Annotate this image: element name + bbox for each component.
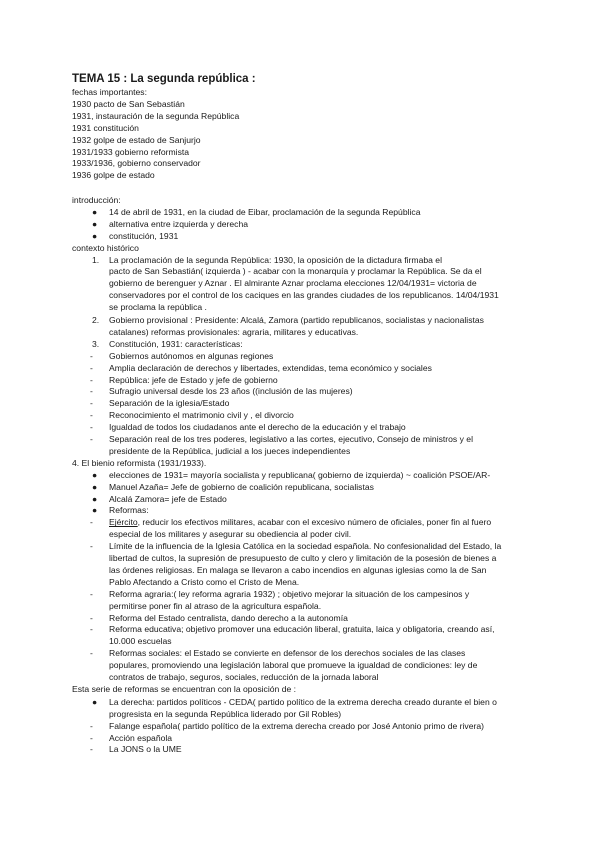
reform-line: 10.000 escuelas	[109, 636, 172, 647]
date-item: 1932 golpe de estado de Sanjurjo	[72, 134, 201, 145]
page-title: TEMA 15 : La segunda república :	[72, 73, 256, 85]
reform-line	[109, 517, 491, 528]
dash-marker: -	[90, 422, 93, 433]
reform-line: libertad de cultos, la supresión de presupuesto de culto y clero y limitación de la posesión de bienes a	[109, 553, 497, 563]
list-marker: -	[90, 744, 93, 755]
paragraph-line: catalanes) reformas provisionales: agraria, militares y educativas.	[109, 326, 359, 337]
list-item: constitución, 1931	[109, 230, 179, 241]
reform-line: las órdenes religiosas. En malaga se llevaron a cabo incendios en algunas iglesias como la de San	[109, 564, 487, 575]
list-item: Acción española	[109, 732, 173, 743]
list-number: 2.	[92, 315, 100, 325]
reform-line: Reforma del Estado centralista, dando derecho a la autonomía	[109, 612, 348, 623]
reform-line: Pablo Afectando a Cristo como el Cristo de Mena.	[109, 576, 300, 587]
list-item: Gobiernos autónomos en algunas regiones	[109, 350, 274, 361]
paragraph-line: pacto de San Sebastián( izquierda ) - acabar con la monarquía y proclamar la República. Se da el	[109, 266, 482, 277]
list-marker: ●	[92, 696, 98, 707]
date-item: 1931/1933 gobierno reformista	[72, 146, 190, 157]
reform-line: Reformas sociales: el Estado se convierte en defensor de los derechos sociales de las clases	[109, 648, 466, 659]
list-item: Manuel Azaña= Jefe de gobierno de coalición republicana, socialistas	[109, 481, 374, 492]
paragraph-line: Gobierno provisional : Presidente: Alcalá, Zamora (partido republicanos, socialistas y nacionalistas	[109, 315, 484, 325]
list-number: 1.	[92, 254, 100, 265]
bullet-marker: ●	[92, 206, 98, 217]
underlined-term: Ejército	[109, 517, 138, 528]
dash-marker: -	[90, 410, 93, 421]
list-item: 14 de abril de 1931, en la ciudad de Eibar, proclamación de la segunda República	[109, 206, 421, 217]
dash-marker: -	[90, 434, 93, 444]
list-marker: -	[90, 720, 93, 731]
bullet-marker: ●	[92, 481, 98, 492]
list-item: Amplia declaración de derechos y libertades, extendidas, tema económico y sociales	[109, 362, 432, 373]
list-item: Reconocimiento el matrimonio civil y , el divorcio	[109, 410, 294, 421]
paragraph-line: se proclama la república .	[109, 302, 207, 313]
reform-line: especial de los militares y asegurar su obediencia al poder civil.	[109, 529, 352, 540]
section-heading: introducción:	[72, 195, 121, 205]
dash-marker: -	[90, 374, 93, 385]
bullet-marker: ●	[92, 493, 98, 504]
section-heading: 4. El bienio reformista (1931/1933).	[72, 457, 207, 468]
reform-text: , reducir los efectivos militares, acabar con el excesivo número de oficiales, poner fin al fuero	[137, 517, 492, 528]
dash-marker: -	[90, 398, 93, 409]
list-item: Sufragio universal desde los 23 años ((inclusión de las mujeres)	[109, 386, 353, 397]
bullet-marker: ●	[92, 218, 98, 229]
date-item: 1936 golpe de estado	[72, 170, 155, 181]
paragraph-line: La proclamación de la segunda República: 1930, la oposición de la dictadura firmaba el	[109, 254, 442, 265]
list-item: presidente de la República, judicial a los jueces independientes	[109, 445, 351, 456]
reform-line: contratos de trabajo, seguros, sociales, reducción de la jornada laboral	[109, 672, 379, 682]
list-item: República: jefe de Estado y jefe de gobierno	[109, 374, 278, 385]
reform-line: Reforma agraria:( ley reforma agraria 1932) ; objetivo mejorar la situación de los campesinos y	[109, 588, 470, 599]
dash-marker: -	[90, 541, 93, 552]
list-item: Separación de la iglesia/Estado	[109, 398, 230, 409]
reform-line: Reforma educativa; objetivo promover una educación liberal, gratuita, laica y obligatoria, creando así,	[109, 624, 495, 635]
list-item: La JONS o la UME	[109, 744, 182, 755]
dash-marker: -	[90, 648, 93, 659]
section-heading: Esta serie de reformas se encuentran con la oposición de :	[72, 683, 297, 694]
date-item: 1933/1936, gobierno conservador	[72, 158, 201, 169]
dash-marker: -	[90, 517, 93, 528]
list-marker: -	[90, 732, 93, 743]
reform-line: permitirse poner fin al atraso de la agricultura española.	[109, 600, 322, 611]
paragraph-line: gobierno de berenguer y Aznar . El almirante Aznar proclama elecciones 12/04/1931= victoria de	[109, 278, 477, 289]
list-item: Igualdad de todos los ciudadanos ante el derecho de la educación y el trabajo	[109, 422, 406, 433]
list-item: alternativa entre izquierda y derecha	[109, 218, 249, 229]
section-heading: contexto histórico	[72, 242, 139, 253]
bullet-marker: ●	[92, 230, 98, 241]
dash-marker: -	[90, 386, 93, 397]
reform-line: Límite de la influencia de la Iglesia Católica en la sociedad española. No confesionalidad del Estado, la	[109, 541, 502, 552]
list-item: elecciones de 1931= mayoría socialista y republicana( gobierno de izquierda) ~ coalición PSOE/AR-	[109, 469, 491, 480]
dash-marker: -	[90, 362, 93, 373]
date-item: 1931, instauración de la segunda República	[72, 110, 240, 121]
dash-marker: -	[90, 624, 93, 635]
section-heading: fechas importantes:	[72, 87, 147, 97]
date-item: 1930 pacto de San Sebastián	[72, 98, 185, 109]
bullet-marker: ●	[92, 469, 98, 480]
list-item: Reformas:	[109, 505, 149, 516]
list-item: Separación real de los tres poderes, legislativo a las cortes, ejecutivo, Consejo de ministros y el	[109, 434, 473, 444]
list-item: La derecha: partidos políticos - CEDA( partido político de la extrema derecha creado durante el bien o	[109, 696, 497, 707]
list-item: Falange española( partido político de la extrema derecha creado por José Antonio primo de rivera)	[109, 720, 484, 731]
paragraph-line: Constitución, 1931: características:	[109, 338, 243, 349]
reform-line: populares, promoviendo una legislación laboral que promueve la igualdad de condiciones: ley de	[109, 660, 478, 671]
dash-marker: -	[90, 612, 93, 623]
list-number: 3.	[92, 338, 100, 349]
dash-marker: -	[90, 350, 93, 361]
bullet-marker: ●	[92, 505, 98, 516]
list-item: progresista en la segunda República liderado por Gil Robles)	[109, 708, 342, 719]
date-item: 1931 constitución	[72, 122, 139, 133]
paragraph-line: conservadores por el control de los caciques en las grandes ciudades de los republicanos. 14/04/1931	[109, 290, 499, 301]
list-item: Alcalá Zamora= jefe de Estado	[109, 493, 227, 504]
dash-marker: -	[90, 588, 93, 599]
